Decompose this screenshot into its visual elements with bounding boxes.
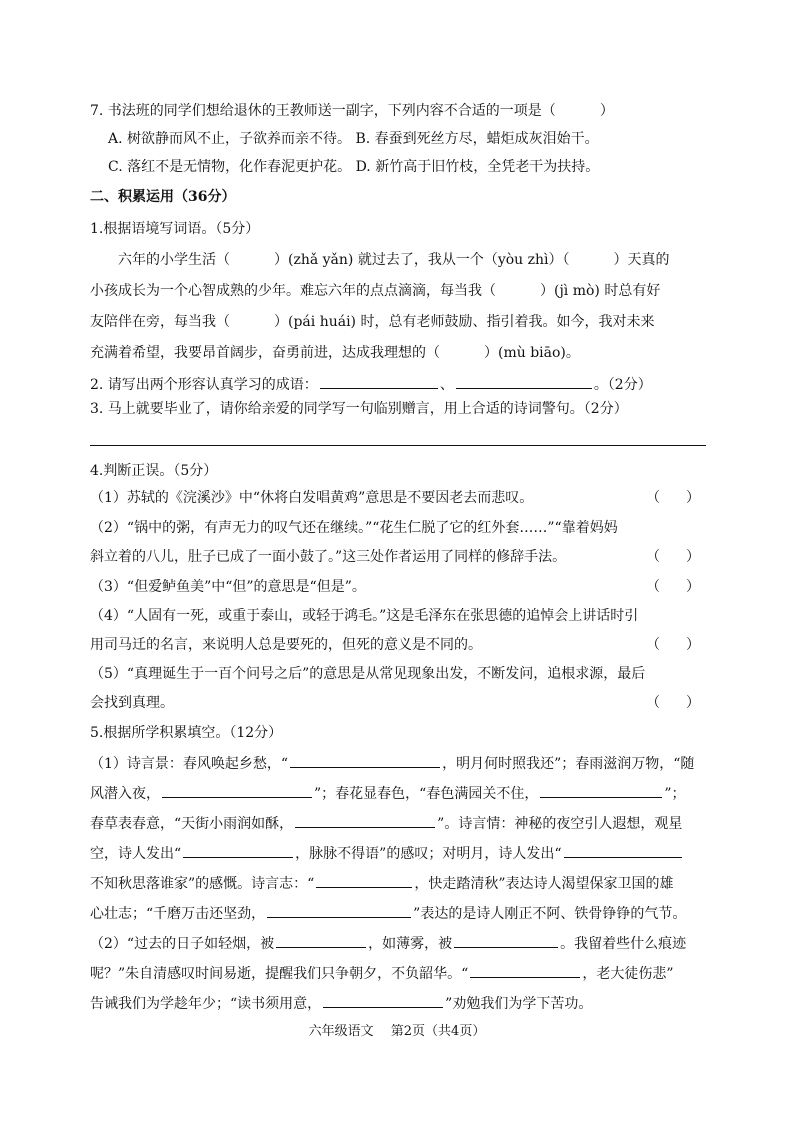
judge-paren[interactable]: （ ） [646, 490, 700, 506]
answer-blank[interactable] [316, 872, 412, 888]
answer-blank[interactable] [540, 782, 662, 798]
q4-s5a: （5）“真理诞生于一百个问号之后”的意思是从常见现象出发，不断发问，追根求源，最后 [90, 666, 646, 682]
section-title: 二、积累运用（36分） [90, 189, 236, 205]
answer-blank[interactable] [290, 752, 440, 768]
q5-title: 5.根据所学积累填空。（12分） [90, 725, 283, 741]
judge-paren[interactable]: （ ） [646, 637, 700, 653]
q4-s4b: 用司马迁的名言，来说明人总是要死的，但死的意义是不同的。 [90, 637, 482, 653]
answer-blank[interactable] [162, 782, 312, 798]
q4-s2a: （2）“锅中的粥，有声无力的叹气还在继续。”“花生仁脱了它的红外套……”“靠着妈妈 [90, 520, 618, 536]
q4-title: 4.判断正误。（5分） [90, 463, 218, 479]
q4-s1: （1）苏轼的《浣溪沙》中“休将白发唱黄鸡”意思是不要因老去而悲叹。 [90, 490, 534, 506]
q4-s3: （3）“但爱鲈鱼美”中“但”的意思是“但是”。 [90, 579, 366, 595]
q5-r7: （2）“过去的日子如轻烟，被 ，如薄雾，被 。我留着些什么痕迹 [90, 932, 686, 954]
answer-blank[interactable] [470, 962, 580, 978]
q4-s2b: 斜立着的八儿，肚子已成了一面小鼓了。”这三处作者运用了同样的修辞手法。 [90, 549, 567, 565]
answer-blank[interactable] [183, 842, 293, 858]
q4-s4a: （4）“人固有一死，或重于泰山，或轻于鸿毛。”这是毛泽东在张思德的追悼会上讲话时引 [90, 608, 639, 624]
q7-stem: 7. 书法班的同学们想给退休的王教师送一副字，下列内容不合适的一项是（ ） [90, 103, 614, 119]
q5-r4: 空，诗人发出“ ，脉脉不得语”的感叹；对明月，诗人发出“ [90, 842, 684, 864]
judge-paren[interactable]: （ ） [646, 695, 700, 711]
q1-line2: 小孩成长为一个心智成熟的少年。难忘六年的点点滴滴，每当我（ ）(jì mò) 时总有好 [90, 283, 661, 299]
q5-r3: 春草表春意，“天街小雨润如酥， ”。诗言情：神秘的夜空引人遐想，观星 [90, 812, 682, 834]
q2: 2. 请写出两个形容认真学习的成语： 、 。（2分） [90, 373, 652, 395]
answer-blank[interactable] [276, 932, 366, 948]
answer-blank[interactable] [454, 932, 558, 948]
answer-blank[interactable] [323, 992, 443, 1008]
q5-r5: 不知秋思落谁家”的感慨。诗言志：“ ，快走踏清秋”表达诗人渴望保家卫国的雄 [90, 872, 673, 894]
q5-r2: 风潜入夜， ”；春花显春色，“春色满园关不住， ”； [90, 782, 686, 804]
q5-r9: 告诫我们为学趁年少；“读书须用意， ”劝勉我们为学下苦功。 [90, 992, 592, 1014]
q5-r1: （1）诗言景：春风唤起乡愁，“ ，明月何时照我还”；春雨滋润万物，“随 [90, 752, 694, 774]
judge-paren[interactable]: （ ） [646, 549, 700, 565]
q5-r6: 心壮志；“千磨万击还坚劲， ”表达的是诗人刚正不阿、铁骨铮铮的气节。 [90, 902, 686, 924]
answer-blank[interactable] [564, 842, 682, 858]
q1-line1: 六年的小学生活（ ）(zhǎ yǎn) 就过去了，我从一个（yòu zhì）（ ）天真的 [118, 252, 670, 268]
answer-line[interactable] [90, 445, 706, 446]
q5-r8: 呢？”朱自清感叹时间易逝，提醒我们只争朝夕，不负韶华。“ ，老大徒伤悲” [90, 962, 674, 984]
q3: 3. 马上就要毕业了，请你给亲爱的同学写一句临别赠言，用上合适的诗词警句。（2分） [90, 401, 628, 417]
answer-blank[interactable] [320, 373, 438, 389]
answer-blank[interactable] [267, 902, 411, 918]
q7-options-cd: C. 落红不是无情物，化作春泥更护花。 D. 新竹高于旧竹枝，全凭老干为扶持。 [108, 159, 600, 175]
q1-title: 1.根据语境写词语。（5分） [90, 221, 260, 237]
q1-line4: 充满着希望，我要昂首阔步，奋勇前进，达成我理想的（ ）(mù biāo)。 [90, 345, 580, 361]
answer-blank[interactable] [456, 373, 592, 389]
q7-options-ab: A. 树欲静而风不止，子欲养而亲不待。 B. 春蚕到死丝方尽，蜡炬成灰泪始干。 [108, 131, 599, 147]
judge-paren[interactable]: （ ） [646, 579, 700, 595]
answer-blank[interactable] [295, 812, 435, 828]
q1-line3: 友陪伴在旁，每当我（ ）(pái huái) 时，总有老师鼓励、指引着我。如今，我对未来 [90, 314, 655, 330]
page-footer: 六年级语文 第2页（共4页） [308, 1024, 486, 1039]
q4-s5b: 会找到真理。 [90, 695, 174, 711]
